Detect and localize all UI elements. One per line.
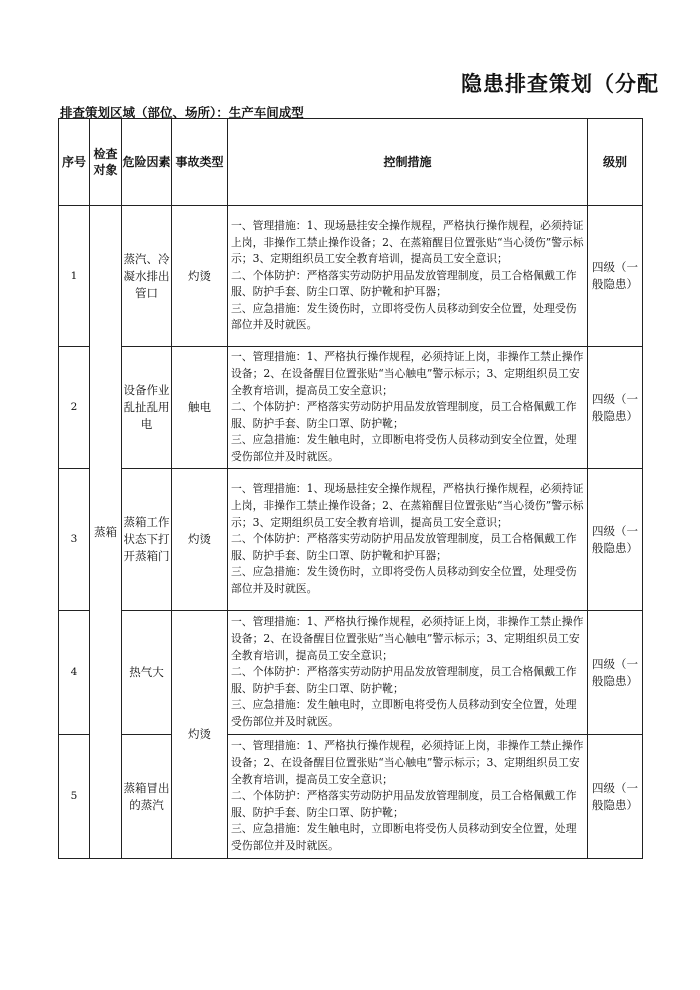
- control-measures-cell: [228, 469, 588, 611]
- row-seq: 4: [59, 611, 90, 735]
- row-seq: 2: [59, 347, 90, 469]
- accident-type-cell: 灼烫: [172, 611, 228, 859]
- accident-type-cell: 灼烫: [172, 206, 228, 347]
- level-cell: 四级（一般隐患）: [588, 735, 643, 859]
- personal-protection: 二、个体防护：严格落实劳动防护用品发放管理制度，员工合格佩戴工作服、防护手套、防尘口罩、防护靴；: [231, 400, 577, 430]
- control-measures-cell: [228, 206, 588, 347]
- table-row: [59, 347, 643, 469]
- header-accident: 事故类型: [172, 119, 228, 206]
- emergency-measures: 三、应急措施：发生触电时，立即断电将受伤人员移动到安全位置，处理受伤部位并及时就医。: [231, 822, 577, 852]
- management-measures: 一、管理措施：1、现场悬挂安全操作规程，严格执行操作规程，必须持证上岗，非操作工禁止操作设备；2、在蒸箱醒目位置张贴“当心烫伤”警示标示；3、定期组织员工安全教育培训，提高员工安全意识；: [231, 218, 584, 266]
- hazard-cell: 蒸箱工作状态下打开蒸箱门: [122, 469, 172, 611]
- hazard-inspection-table: [58, 118, 643, 859]
- header-hazard: 危险因素: [122, 119, 172, 206]
- level-cell: 四级（一般隐患）: [588, 469, 643, 611]
- header-object: 检查对象: [90, 119, 122, 206]
- inspection-region-label: 排查策划区域（部位、场所）：生产车间成型: [60, 105, 304, 120]
- control-measures-cell: [228, 735, 588, 859]
- table-row: [59, 735, 643, 859]
- row-seq: 1: [59, 206, 90, 347]
- level-cell: 四级（一般隐患）: [588, 347, 643, 469]
- hazard-cell: 蒸汽、冷凝水排出管口: [122, 206, 172, 347]
- management-measures: 一、管理措施：1、现场悬挂安全操作规程，严格执行操作规程，必须持证上岗，非操作工禁止操作设备；2、在蒸箱醒目位置张贴“当心烫伤”警示标示；3、定期组织员工安全教育培训，提高员工安全意识；: [231, 482, 584, 529]
- control-measures-cell: [228, 611, 588, 735]
- row-seq: 5: [59, 735, 90, 859]
- header-seq: 序号: [59, 119, 90, 206]
- accident-type-cell: 灼烫: [172, 469, 228, 611]
- header-level: 级别: [588, 119, 643, 206]
- control-measures-cell: [228, 347, 588, 469]
- management-measures: 一、管理措施：1、严格执行操作规程，必须持证上岗，非操作工禁止操作设备；2、在设备醒目位置张贴“当心触电”警示标示；3、定期组织员工安全教育培训，提高员工安全意识；: [231, 350, 584, 397]
- hazard-cell: 设备作业乱扯乱用电: [122, 347, 172, 469]
- hazard-cell: 热气大: [122, 611, 172, 735]
- emergency-measures: 三、应急措施：发生触电时，立即断电将受伤人员移动到安全位置，处理受伤部位并及时就医。: [231, 433, 577, 463]
- header-control: 控制措施: [228, 119, 588, 206]
- document-title: 隐患排查策划（分配: [461, 71, 659, 96]
- emergency-measures: 三、应急措施：发生触电时，立即断电将受伤人员移动到安全位置，处理受伤部位并及时就医。: [231, 698, 577, 728]
- management-measures: 一、管理措施：1、严格执行操作规程，必须持证上岗，非操作工禁止操作设备；2、在设备醒目位置张贴“当心触电”警示标示；3、定期组织员工安全教育培训，提高员工安全意识；: [231, 739, 584, 786]
- management-measures: 一、管理措施：1、严格执行操作规程，必须持证上岗，非操作工禁止操作设备；2、在设备醒目位置张贴“当心触电”警示标示；3、定期组织员工安全教育培训，提高员工安全意识；: [231, 615, 584, 662]
- level-cell: 四级（一般隐患）: [588, 206, 643, 347]
- table-row: [59, 611, 643, 735]
- table-header-row: [59, 119, 643, 206]
- level-cell: 四级（一般隐患）: [588, 611, 643, 735]
- personal-protection: 二、个体防护：严格落实劳动防护用品发放管理制度，员工合格佩戴工作服、防护手套、防尘口罩、防护靴；: [231, 665, 577, 695]
- emergency-measures: 三、应急措施：发生烫伤时，立即将受伤人员移动到安全位置，处理受伤部位并及时就医。: [231, 301, 577, 332]
- table-row: [59, 469, 643, 611]
- personal-protection: 二、个体防护：严格落实劳动防护用品发放管理制度，员工合格佩戴工作服、防护手套、防尘口罩、防护靴和护耳器；: [231, 268, 577, 299]
- hazard-cell: 蒸箱冒出的蒸汽: [122, 735, 172, 859]
- personal-protection: 二、个体防护：严格落实劳动防护用品发放管理制度，员工合格佩戴工作服、防护手套、防尘口罩、防护靴；: [231, 789, 577, 819]
- row-seq: 3: [59, 469, 90, 611]
- accident-type-cell: 触电: [172, 347, 228, 469]
- personal-protection: 二、个体防护：严格落实劳动防护用品发放管理制度，员工合格佩戴工作服、防护手套、防尘口罩、防护靴和护耳器；: [231, 532, 577, 562]
- table-row: [59, 206, 643, 347]
- emergency-measures: 三、应急措施：发生烫伤时，立即将受伤人员移动到安全位置，处理受伤部位并及时就医。: [231, 565, 577, 595]
- inspection-object-cell: 蒸箱: [90, 206, 122, 859]
